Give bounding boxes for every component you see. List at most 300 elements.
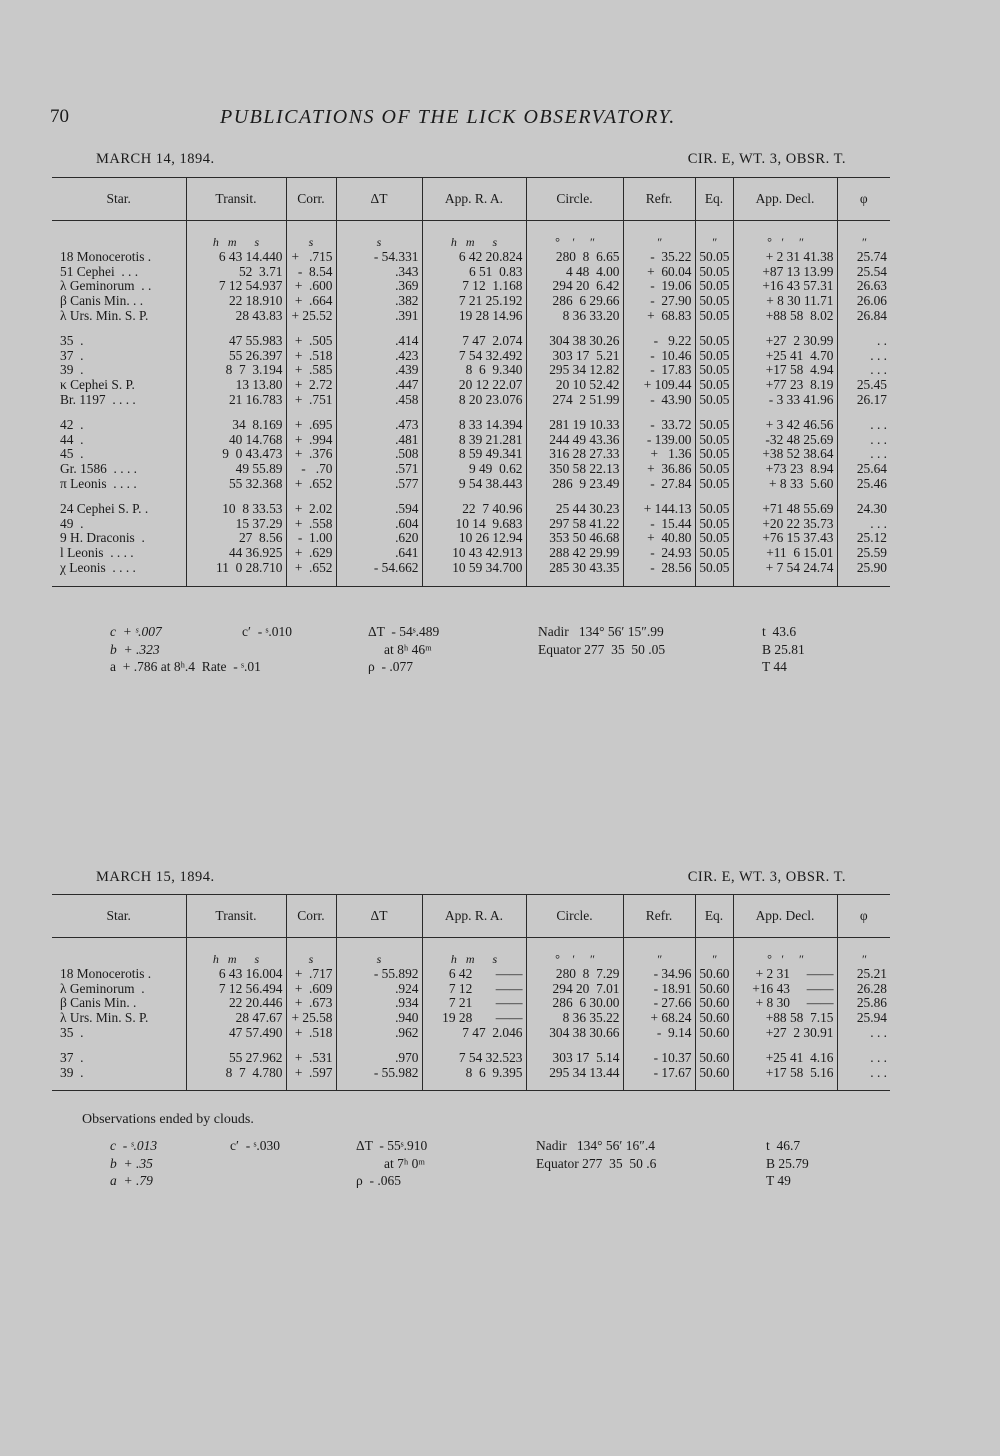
cell-refr: - 17.83: [623, 363, 695, 378]
cell-app-decl: + 7 54 24.74: [733, 561, 837, 586]
cell-corr: + .609: [286, 982, 336, 997]
cell-star: λ Urs. Min. S. P.: [60, 1011, 149, 1026]
unit-label-star: [52, 938, 186, 967]
cell-refr: - 28.56: [623, 561, 695, 586]
cell-phi: 25.59: [837, 546, 890, 561]
table-row: [52, 561, 890, 586]
cell-circle: 353 50 46.68: [526, 531, 623, 546]
table-row: [52, 1011, 890, 1026]
cell-phi: 26.17: [837, 393, 890, 408]
table-row: [52, 996, 890, 1011]
table-row: [52, 334, 890, 349]
cell-star: κ Cephei S. P.: [60, 378, 135, 393]
column-header-app-decl: App. Decl.: [733, 895, 837, 938]
cell-app-decl: +73 23 8.94: [733, 462, 837, 477]
cell-circle: 280 8 6.65: [526, 250, 623, 265]
table-row: [52, 433, 890, 448]
cell-delta-t: .594: [336, 502, 422, 517]
summary-b: b + .35: [110, 1155, 153, 1171]
cell-transit: 49 55.89: [186, 462, 286, 477]
cell-phi: 25.64: [837, 462, 890, 477]
cell-transit: 22 18.910: [186, 294, 286, 309]
cell-refr: - 15.44: [623, 517, 695, 532]
cell-star: β Canis Min. .: [60, 996, 137, 1011]
column-header-eq: Eq.: [695, 895, 733, 938]
cell-corr: + .600: [286, 279, 336, 294]
cell-eq: 50.05: [695, 309, 733, 324]
cell-refr: - 18.91: [623, 982, 695, 997]
cell-app-decl: +88 58 7.15: [733, 1011, 837, 1026]
cell-app-decl: +11 6 15.01: [733, 546, 837, 561]
cell-eq: 50.05: [695, 393, 733, 408]
cell-delta-t: .571: [336, 462, 422, 477]
cell-corr: + .585: [286, 363, 336, 378]
cell-star: 24 Cephei S. P. .: [60, 501, 149, 516]
summary-barometer: B 25.79: [766, 1155, 809, 1171]
cell-corr: + .518: [286, 1026, 336, 1041]
cell-phi: 25.94: [837, 1011, 890, 1026]
table-row: [52, 378, 890, 393]
summary-t: t 43.6: [762, 624, 797, 639]
cell-eq: 50.05: [695, 531, 733, 546]
unit-label-corr: s: [286, 221, 336, 250]
cell-eq: 50.60: [695, 996, 733, 1011]
cell-app-ra: 7 47 2.074: [422, 334, 526, 349]
summary-temperature: T 44: [762, 659, 787, 675]
cell-delta-t: .382: [336, 294, 422, 309]
cell-corr: - .70: [286, 462, 336, 477]
cell-delta-t: .970: [336, 1051, 422, 1066]
cell-delta-t: .934: [336, 996, 422, 1011]
cell-circle: 294 20 7.01: [526, 982, 623, 997]
cell-circle: 295 34 12.82: [526, 363, 623, 378]
cell-phi: 25.46: [837, 477, 890, 492]
cell-transit: 55 26.397: [186, 349, 286, 364]
cell-delta-t: .369: [336, 279, 422, 294]
column-header-transit: Transit.: [186, 178, 286, 221]
cell-phi: . . .: [837, 1026, 890, 1041]
cell-circle: 288 42 29.99: [526, 546, 623, 561]
cell-delta-t: - 54.331: [336, 250, 422, 265]
cell-eq: 50.60: [695, 1026, 733, 1041]
cell-transit: 28 43.83: [186, 309, 286, 324]
summary-delta-t-time: at 7ʰ 0ᵐ: [384, 1155, 425, 1171]
cell-app-decl: - 3 33 41.96: [733, 393, 837, 408]
cell-circle: 8 36 33.20: [526, 309, 623, 324]
cell-refr: - 43.90: [623, 393, 695, 408]
cell-transit: 28 47.67: [186, 1011, 286, 1026]
cell-eq: 50.05: [695, 294, 733, 309]
cell-app-decl: +77 23 8.19: [733, 378, 837, 393]
unit-label-circle: ° ′ ″: [526, 221, 623, 250]
cell-corr: + .717: [286, 967, 336, 982]
column-header-star: Star.: [52, 895, 186, 938]
cell-app-ra: 6 51 0.83: [422, 265, 526, 280]
cell-delta-t: .604: [336, 517, 422, 532]
cell-refr: + 36.86: [623, 462, 695, 477]
cell-app-decl: + 2 31 41.38: [733, 250, 837, 265]
column-header-circle: Circle.: [526, 178, 623, 221]
cell-app-ra: 19 28 14.96: [422, 309, 526, 324]
cell-circle: 286 6 30.00: [526, 996, 623, 1011]
summary-b: b + .323: [110, 641, 160, 657]
column-header-transit: Transit.: [186, 895, 286, 938]
unit-label-transit: h m s: [186, 938, 286, 967]
cell-circle: 244 49 43.36: [526, 433, 623, 448]
table-row: [52, 967, 890, 982]
cell-transit: 11 0 28.710: [186, 561, 286, 586]
cell-transit: 55 32.368: [186, 477, 286, 492]
summary-c: c - ˢ.013: [110, 1138, 158, 1153]
cell-phi: . . .: [837, 1051, 890, 1066]
cell-phi: 25.21: [837, 967, 890, 982]
cell-star: 39 .: [60, 363, 84, 378]
cell-star: 37 .: [60, 348, 84, 363]
observation-table-march14: [52, 177, 890, 587]
cell-star: 51 Cephei . . .: [60, 264, 139, 279]
cell-refr: + 68.24: [623, 1011, 695, 1026]
cell-delta-t: .924: [336, 982, 422, 997]
cell-eq: 50.60: [695, 1011, 733, 1026]
cell-eq: 50.05: [695, 265, 733, 280]
cell-circle: 280 8 7.29: [526, 967, 623, 982]
cell-phi: . . .: [837, 433, 890, 448]
cell-transit: 6 43 14.440: [186, 250, 286, 265]
cell-corr: + .751: [286, 393, 336, 408]
cell-eq: 50.05: [695, 279, 733, 294]
cell-eq: 50.05: [695, 334, 733, 349]
cell-transit: 8 7 3.194: [186, 363, 286, 378]
cell-app-ra: 10 26 12.94: [422, 531, 526, 546]
cell-star: β Canis Min. . .: [60, 294, 144, 309]
cell-app-decl: +71 48 55.69: [733, 502, 837, 517]
cell-refr: - 17.67: [623, 1066, 695, 1091]
summary-t: t 46.7: [766, 1138, 801, 1153]
table-row: [52, 294, 890, 309]
cell-delta-t: .508: [336, 447, 422, 462]
cell-app-decl: +38 52 38.64: [733, 447, 837, 462]
cell-circle: 4 48 4.00: [526, 265, 623, 280]
cell-refr: - 27.66: [623, 996, 695, 1011]
table-row: [52, 309, 890, 324]
cell-eq: 50.05: [695, 517, 733, 532]
cell-delta-t: .447: [336, 378, 422, 393]
summary-march15: [80, 1137, 900, 1197]
cell-app-decl: + 8 30 ——: [733, 996, 837, 1011]
table-row: [52, 982, 890, 997]
column-header-app-ra: App. R. A.: [422, 178, 526, 221]
cell-star: 44 .: [60, 432, 84, 447]
cell-star: l Leonis . . . .: [60, 546, 134, 561]
cell-transit: 27 8.56: [186, 531, 286, 546]
unit-label-eq: ″: [695, 938, 733, 967]
cell-app-ra: 10 43 42.913: [422, 546, 526, 561]
table-row: [52, 250, 890, 265]
cell-corr: + 25.58: [286, 1011, 336, 1026]
cell-delta-t: .962: [336, 1026, 422, 1041]
cell-app-decl: -32 48 25.69: [733, 433, 837, 448]
cell-app-decl: + 3 42 46.56: [733, 418, 837, 433]
summary-a: a + .786 at 8ʰ.4 Rate - ˢ.01: [110, 659, 261, 675]
cell-app-decl: +25 41 4.16: [733, 1051, 837, 1066]
cell-app-ra: 6 42 ——: [422, 967, 526, 982]
cell-star: λ Geminorum . .: [60, 279, 152, 294]
cell-phi: 26.06: [837, 294, 890, 309]
cell-refr: - 10.37: [623, 1051, 695, 1066]
cell-app-decl: + 8 30 11.71: [733, 294, 837, 309]
cell-star: Gr. 1586 . . . .: [60, 462, 137, 477]
summary-delta-t: ΔT - 54ˢ.489: [368, 624, 440, 639]
cell-eq: 50.05: [695, 561, 733, 586]
cell-app-decl: +17 58 4.94: [733, 363, 837, 378]
table-row: [52, 447, 890, 462]
cell-app-ra: 7 54 32.492: [422, 349, 526, 364]
table-row: [52, 393, 890, 408]
cell-delta-t: .458: [336, 393, 422, 408]
cell-eq: 50.05: [695, 363, 733, 378]
cell-corr: + .715: [286, 250, 336, 265]
cell-eq: 50.05: [695, 462, 733, 477]
cell-refr: - 9.14: [623, 1026, 695, 1041]
section-meta: CIR. E, WT. 3, OBSR. T.: [687, 869, 846, 885]
summary-rho: ρ - .065: [356, 1173, 401, 1189]
column-header-phi: φ: [837, 178, 890, 221]
cell-transit: 13 13.80: [186, 378, 286, 393]
table-row: [52, 1026, 890, 1041]
cell-corr: + .376: [286, 447, 336, 462]
cell-app-ra: 9 54 38.443: [422, 477, 526, 492]
cell-transit: 22 20.446: [186, 996, 286, 1011]
summary-march14: [80, 623, 900, 683]
cell-star: π Leonis . . . .: [60, 476, 137, 491]
cell-star: 18 Monocerotis .: [60, 966, 152, 981]
cell-delta-t: .641: [336, 546, 422, 561]
cell-transit: 44 36.925: [186, 546, 286, 561]
cell-refr: - 9.22: [623, 334, 695, 349]
column-header-app-ra: App. R. A.: [422, 895, 526, 938]
summary-temperature: T 49: [766, 1173, 791, 1189]
summary-delta-t-time: at 8ʰ 46ᵐ: [384, 641, 432, 657]
cell-app-ra: 8 33 14.394: [422, 418, 526, 433]
cell-eq: 50.05: [695, 447, 733, 462]
cell-app-ra: 8 59 49.341: [422, 447, 526, 462]
cell-transit: 47 55.983: [186, 334, 286, 349]
cell-star: λ Urs. Min. S. P.: [60, 308, 149, 323]
cell-transit: 9 0 43.473: [186, 447, 286, 462]
cell-refr: - 34.96: [623, 967, 695, 982]
column-header-corr: Corr.: [286, 895, 336, 938]
cell-corr: + .629: [286, 546, 336, 561]
cell-corr: - 1.00: [286, 531, 336, 546]
unit-label-phi: ″: [837, 221, 890, 250]
cell-corr: + .652: [286, 561, 336, 586]
cell-star: 42 .: [60, 417, 84, 432]
cell-phi: 25.90: [837, 561, 890, 586]
cell-phi: . . .: [837, 1066, 890, 1091]
cell-corr: + .652: [286, 477, 336, 492]
table-row: [52, 1066, 890, 1091]
column-header-delta-t: ΔT: [336, 178, 422, 221]
column-header-refr: Refr.: [623, 178, 695, 221]
cell-eq: 50.05: [695, 546, 733, 561]
cell-refr: + 40.80: [623, 531, 695, 546]
cell-refr: + 60.04: [623, 265, 695, 280]
cell-phi: . . .: [837, 517, 890, 532]
cell-app-ra: 10 59 34.700: [422, 561, 526, 586]
unit-label-refr: ″: [623, 938, 695, 967]
cell-star: 35 .: [60, 333, 84, 348]
cell-app-ra: 7 54 32.523: [422, 1051, 526, 1066]
cell-refr: - 139.00: [623, 433, 695, 448]
cell-app-decl: +27 2 30.99: [733, 334, 837, 349]
cell-transit: 6 43 16.004: [186, 967, 286, 982]
summary-nadir: Nadir 134° 56′ 16″.4: [536, 1138, 655, 1153]
cell-eq: 50.60: [695, 1051, 733, 1066]
cell-app-decl: +76 15 37.43: [733, 531, 837, 546]
unit-label-corr: s: [286, 938, 336, 967]
cell-phi: 25.12: [837, 531, 890, 546]
table-row: [52, 502, 890, 517]
cell-refr: + 1.36: [623, 447, 695, 462]
cell-delta-t: .343: [336, 265, 422, 280]
unit-label-app-decl: ° ′ ″: [733, 221, 837, 250]
cell-refr: - 33.72: [623, 418, 695, 433]
cell-corr: + .518: [286, 349, 336, 364]
cell-corr: - 8.54: [286, 265, 336, 280]
cell-corr: + .597: [286, 1066, 336, 1091]
table-row: [52, 477, 890, 492]
cell-corr: + 2.72: [286, 378, 336, 393]
cell-app-decl: +27 2 30.91: [733, 1026, 837, 1041]
cell-circle: 303 17 5.14: [526, 1051, 623, 1066]
cell-eq: 50.05: [695, 349, 733, 364]
cell-refr: - 35.22: [623, 250, 695, 265]
cell-app-ra: 8 39 21.281: [422, 433, 526, 448]
cell-delta-t: .423: [336, 349, 422, 364]
cell-phi: 26.28: [837, 982, 890, 997]
cell-circle: 294 20 6.42: [526, 279, 623, 294]
cell-transit: 7 12 56.494: [186, 982, 286, 997]
cell-refr: - 27.84: [623, 477, 695, 492]
cell-circle: 20 10 52.42: [526, 378, 623, 393]
table-row: [52, 279, 890, 294]
cell-star: 49 .: [60, 516, 84, 531]
section-date: MARCH 14, 1894.: [96, 151, 215, 167]
cell-app-decl: + 2 31 ——: [733, 967, 837, 982]
cell-delta-t: .940: [336, 1011, 422, 1026]
cell-phi: 25.45: [837, 378, 890, 393]
cell-circle: 304 38 30.26: [526, 334, 623, 349]
cell-app-ra: 22 7 40.96: [422, 502, 526, 517]
cell-star: 37 .: [60, 1050, 84, 1065]
unit-label-star: [52, 221, 186, 250]
cell-app-ra: 8 6 9.340: [422, 363, 526, 378]
cell-eq: 50.60: [695, 982, 733, 997]
section-heading-march15: [96, 869, 846, 891]
cell-refr: + 144.13: [623, 502, 695, 517]
cell-eq: 50.05: [695, 477, 733, 492]
cell-app-decl: + 8 33 5.60: [733, 477, 837, 492]
cell-transit: 15 37.29: [186, 517, 286, 532]
column-header-delta-t: ΔT: [336, 895, 422, 938]
cell-refr: - 27.90: [623, 294, 695, 309]
cell-eq: 50.05: [695, 502, 733, 517]
summary-delta-t: ΔT - 55ˢ.910: [356, 1138, 428, 1153]
cell-circle: 286 9 23.49: [526, 477, 623, 492]
cell-circle: 350 58 22.13: [526, 462, 623, 477]
cell-circle: 303 17 5.21: [526, 349, 623, 364]
summary-c-prime: c′ - ˢ.010: [242, 624, 293, 639]
table-row: [52, 349, 890, 364]
table-row: [52, 418, 890, 433]
cell-app-ra: 6 42 20.824: [422, 250, 526, 265]
cell-circle: 297 58 41.22: [526, 517, 623, 532]
cell-transit: 7 12 54.937: [186, 279, 286, 294]
cell-circle: 8 36 35.22: [526, 1011, 623, 1026]
cell-transit: 47 57.490: [186, 1026, 286, 1041]
cell-star: λ Geminorum .: [60, 981, 145, 996]
cell-app-ra: 20 12 22.07: [422, 378, 526, 393]
cell-app-decl: +20 22 35.73: [733, 517, 837, 532]
cell-eq: 50.05: [695, 250, 733, 265]
cell-app-ra: 7 12 ——: [422, 982, 526, 997]
summary-equator: Equator 277 35 50 .6: [536, 1155, 657, 1171]
cell-transit: 10 8 33.53: [186, 502, 286, 517]
cell-app-decl: +17 58 5.16: [733, 1066, 837, 1091]
cell-circle: 274 2 51.99: [526, 393, 623, 408]
running-title: PUBLICATIONS OF THE LICK OBSERVATORY.: [220, 106, 676, 128]
cell-phi: . . .: [837, 418, 890, 433]
unit-label-eq: ″: [695, 221, 733, 250]
cell-star: 9 H. Draconis .: [60, 531, 145, 546]
cell-app-decl: +25 41 4.70: [733, 349, 837, 364]
cell-star: 18 Monocerotis .: [60, 249, 152, 264]
cell-delta-t: .620: [336, 531, 422, 546]
cell-corr: + 2.02: [286, 502, 336, 517]
cell-circle: 286 6 29.66: [526, 294, 623, 309]
summary-equator: Equator 277 35 50 .05: [538, 641, 666, 657]
cell-transit: 55 27.962: [186, 1051, 286, 1066]
cell-delta-t: .391: [336, 309, 422, 324]
unit-label-phi: ″: [837, 938, 890, 967]
cell-corr: + .695: [286, 418, 336, 433]
summary-rho: ρ - .077: [368, 659, 413, 675]
cell-phi: . . .: [837, 349, 890, 364]
cell-delta-t: .577: [336, 477, 422, 492]
cell-app-decl: +87 13 13.99: [733, 265, 837, 280]
cell-star: χ Leonis . . . .: [60, 560, 136, 575]
cell-eq: 50.05: [695, 418, 733, 433]
cell-transit: 52 3.71: [186, 265, 286, 280]
cell-app-ra: 7 47 2.046: [422, 1026, 526, 1041]
unit-label-delta-t: s: [336, 221, 422, 250]
cell-delta-t: .414: [336, 334, 422, 349]
page-header: [50, 106, 950, 136]
cell-circle: 304 38 30.66: [526, 1026, 623, 1041]
column-header-star: Star.: [52, 178, 186, 221]
table-row: [52, 531, 890, 546]
column-header-corr: Corr.: [286, 178, 336, 221]
summary-nadir: Nadir 134° 56′ 15″.99: [538, 624, 664, 639]
table-row: [52, 363, 890, 378]
unit-label-app-decl: ° ′ ″: [733, 938, 837, 967]
table-row: [52, 462, 890, 477]
summary-c-prime: c′ - ˢ.030: [230, 1138, 281, 1153]
cell-refr: - 10.46: [623, 349, 695, 364]
cell-refr: + 68.83: [623, 309, 695, 324]
cell-phi: 25.74: [837, 250, 890, 265]
cell-transit: 21 16.783: [186, 393, 286, 408]
